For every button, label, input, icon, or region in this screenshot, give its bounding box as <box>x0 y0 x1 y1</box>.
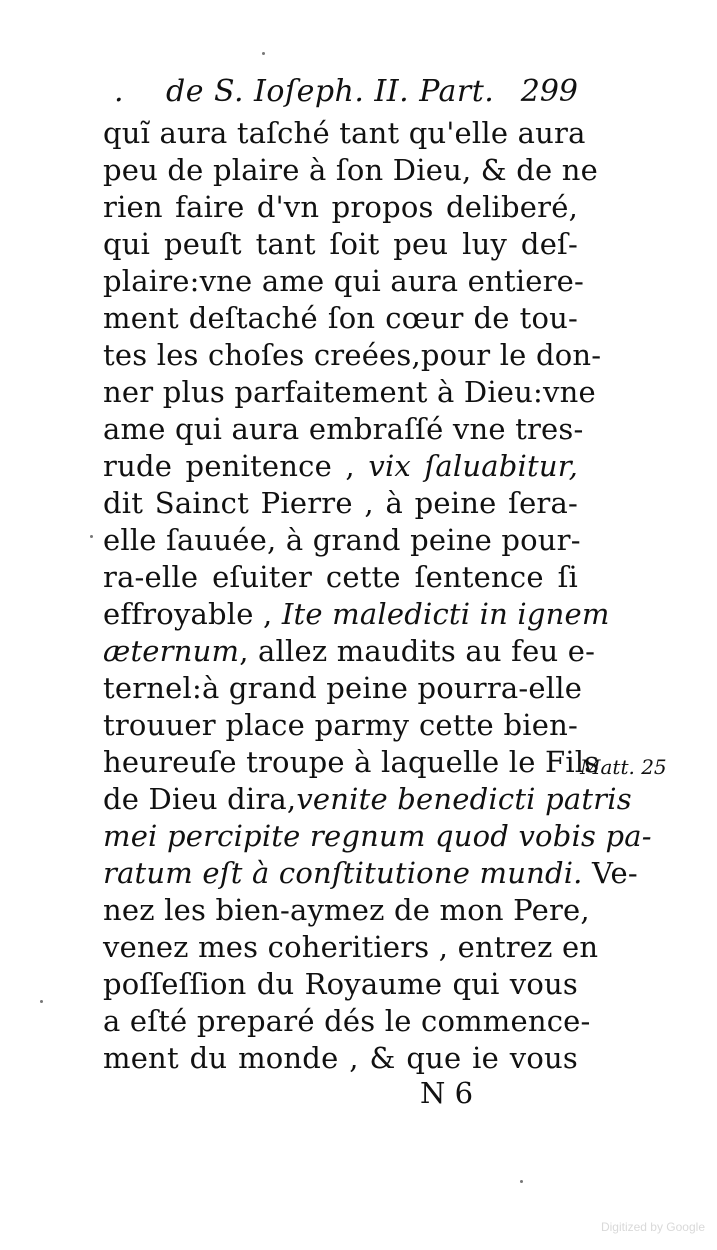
text-segment: , allez maudits au feu e- <box>239 634 596 668</box>
text-segment: ternel:à grand peine pourra-elle <box>103 671 583 705</box>
text-segment: venez mes coheritiers , entrez en <box>103 930 599 964</box>
text-line <box>103 929 599 966</box>
text-line <box>103 1040 578 1077</box>
text-line <box>103 448 578 485</box>
text-line <box>103 337 602 374</box>
text-segment: rien faire d'vn propos deliberé, <box>103 190 578 224</box>
speck <box>520 1180 523 1183</box>
text-segment: heureuſe troupe à laquelle le Fils <box>103 745 600 779</box>
text-line <box>103 263 585 300</box>
text-line <box>103 818 652 855</box>
text-segment: qui peuſt tant ſoit peu luy deſ- <box>103 227 578 261</box>
speck <box>262 52 265 55</box>
text-segment: ment deſtaché ſon cœur de tou- <box>103 301 578 335</box>
signature-mark: N 6 <box>420 1076 474 1110</box>
text-line <box>103 411 584 448</box>
text-segment: ame qui aura embraſſé vne tres- <box>103 412 584 446</box>
watermark: Digitized by Google <box>600 1220 705 1234</box>
margin-note: Matt. 25 <box>580 755 667 779</box>
text-segment: effroyable , <box>103 597 282 631</box>
text-segment: a eſté preparé dés le commence- <box>103 1004 591 1038</box>
text-line <box>103 892 590 929</box>
running-header <box>108 74 578 114</box>
text-line <box>103 485 578 522</box>
text-line <box>103 1003 591 1040</box>
running-title: de S. Ioſeph. II. Part. <box>166 74 495 109</box>
text-line <box>103 189 578 226</box>
text-line <box>103 781 632 818</box>
latin-quote: mei percipite regnum quod vobis pa- <box>103 819 652 853</box>
latin-quote: ratum eſt à conſtitutione mundi. <box>103 856 583 890</box>
text-line <box>103 596 610 633</box>
latin-quote: vix ſaluabitur, <box>368 449 578 483</box>
text-segment: poſſeſſion du Royaume qui vous <box>103 967 578 1001</box>
text-line <box>103 522 581 559</box>
latin-quote: æternum <box>103 634 240 668</box>
page-number: 299 <box>520 74 578 109</box>
text-segment: ner plus parfaitement à Dieu:vne <box>103 375 596 409</box>
text-segment: quĩ aura taſché tant qu'elle aura <box>103 116 586 150</box>
text-line <box>103 855 638 892</box>
text-segment: tes les choſes creées,pour le don- <box>103 338 602 372</box>
text-segment: ment du monde , & que ie vous <box>103 1041 578 1075</box>
text-line <box>103 744 600 781</box>
text-line <box>103 633 596 670</box>
text-line <box>103 152 599 189</box>
text-line <box>103 115 586 152</box>
text-segment: trouuer place parmy cette bien- <box>103 708 578 742</box>
text-line <box>103 559 578 596</box>
text-segment: dit Sainct Pierre , à peine ſera- <box>103 486 578 520</box>
text-line <box>103 226 578 263</box>
text-segment: plaire:vne ame qui aura entiere- <box>103 264 585 298</box>
text-line <box>103 966 578 1003</box>
text-segment: de Dieu dira, <box>103 782 297 816</box>
text-segment: ra-elle eſuiter cette ſentence ſi <box>103 560 578 594</box>
text-segment: nez les bien-aymez de mon Pere, <box>103 893 590 927</box>
text-line <box>103 670 583 707</box>
text-line <box>103 300 578 337</box>
header-dot: . <box>114 74 124 109</box>
speck <box>40 1000 43 1003</box>
text-segment: peu de plaire à ſon Dieu, & de ne <box>103 153 599 187</box>
text-segment: rude penitence , <box>103 449 369 483</box>
text-segment: Ve- <box>582 856 638 890</box>
text-segment: elle ſauuée, à grand peine pour- <box>103 523 581 557</box>
text-line <box>103 374 596 411</box>
speck <box>90 535 93 538</box>
latin-quote: venite benedicti patris <box>296 782 632 816</box>
latin-quote: Ite maledicti in ignem <box>281 597 610 631</box>
text-line <box>103 707 578 744</box>
